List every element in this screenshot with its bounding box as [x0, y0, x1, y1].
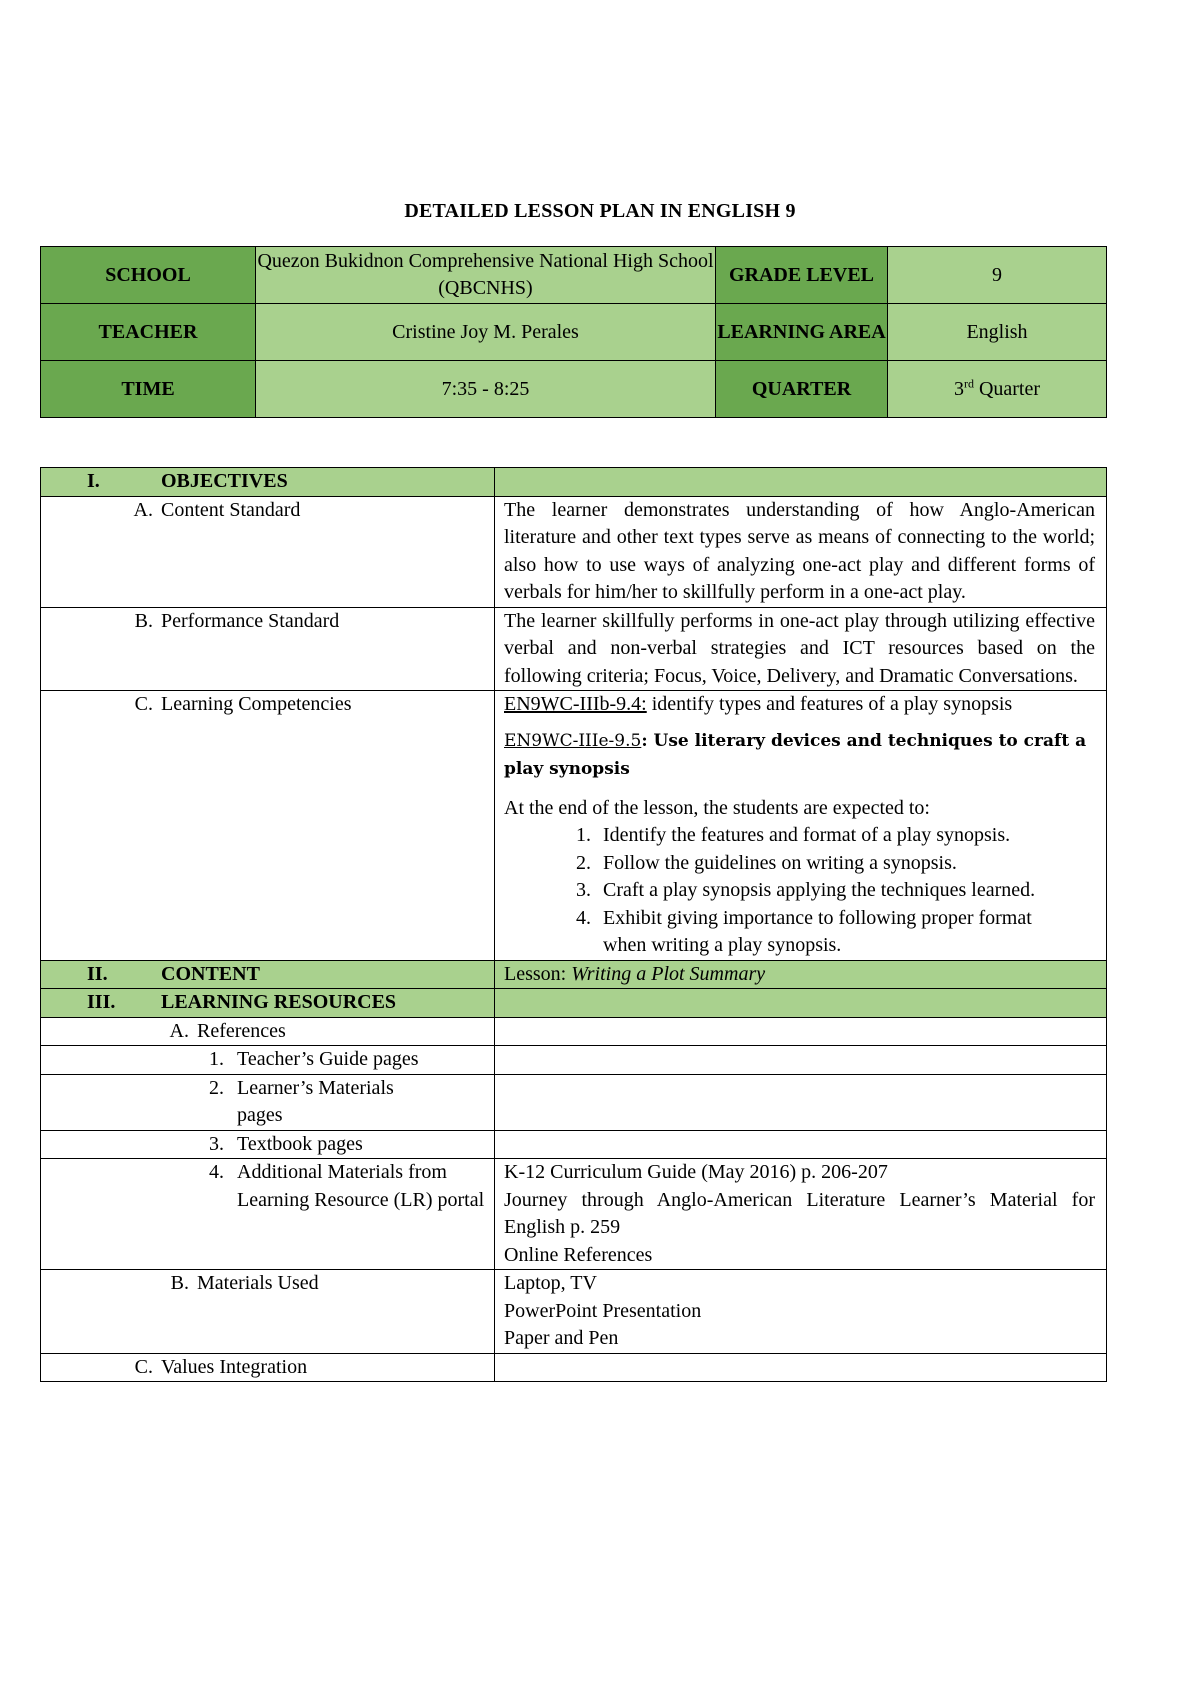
table-row [41, 1046, 1107, 1075]
content-heading: II. CONTENT [87, 962, 260, 985]
materials-list [495, 1270, 1106, 1353]
materials-used-row [41, 1270, 1107, 1354]
lesson-plan-table [40, 467, 1107, 1382]
teacher-value: Cristine Joy M. Perales [256, 304, 716, 361]
objectives-list [495, 822, 1106, 960]
list-item: 3. Craft a play synopsis applying the techniques learned. [576, 879, 1036, 901]
learning-competencies-row [41, 691, 1107, 961]
performance-standard-text: The learner skillfully performs in one-act play through utilizing effective verbal and non-verbal strategies and ICT resources based on the following criteria; Focus, Voice, Delivery, and Dramatic Conversations. [504, 609, 1095, 687]
table-row [41, 1130, 1107, 1159]
list-item: PowerPoint Presentation [504, 1299, 702, 1322]
list-item: 4. Exhibit giving importance to following proper format when writing a play synopsis. [576, 906, 1032, 956]
ref-item-additional-materials: 4. Additional Materials from Learning Resource (LR) portal [209, 1161, 485, 1211]
learning-area-label: LEARNING AREA [716, 304, 888, 361]
content-row [41, 960, 1107, 989]
learning-resources-heading: III. LEARNING RESOURCES [87, 991, 397, 1013]
time-value: 7:35 - 8:25 [256, 361, 716, 418]
header-row-school [41, 247, 1107, 304]
performance-standard-row [41, 607, 1107, 691]
objectives-intro: At the end of the lesson, the students are expected to: [504, 796, 930, 819]
content-standard-label: A. Content Standard [133, 498, 301, 521]
learning-area-value: English [888, 304, 1107, 361]
school-value: Quezon Bukidnon Comprehensive National High School (QBCNHS) [256, 247, 716, 304]
list-item: 2. Follow the guidelines on writing a synopsis. [576, 851, 957, 874]
table-row [41, 1159, 1107, 1270]
list-item: Laptop, TV [504, 1272, 597, 1294]
quarter-value [888, 361, 1107, 418]
objectives-row [41, 468, 1107, 497]
time-label: TIME [41, 361, 256, 418]
ref-item-learners-materials: 2. Learner’s Materials pages [209, 1076, 394, 1126]
page-title: DETAILED LESSON PLAN IN ENGLISH 9 [404, 200, 796, 222]
values-integration-label: C. Values Integration [134, 1355, 308, 1378]
list-item: 1. Identify the features and format of a play synopsis. [576, 824, 1011, 846]
teacher-label: TEACHER [41, 304, 256, 361]
school-label: SCHOOL [41, 247, 256, 304]
quarter-number: 3 [953, 377, 964, 400]
ref-item-teachers-guide: 1. Teacher’s Guide pages [209, 1048, 419, 1070]
materials-used-label: B. Materials Used [170, 1272, 319, 1294]
learning-competencies-label: C. Learning Competencies [134, 693, 352, 715]
competency-1: EN9WC-IIIb-9.4: identify types and features of a play synopsis [504, 693, 1013, 715]
values-integration-row [41, 1353, 1107, 1382]
list-item: Paper and Pen [504, 1327, 619, 1349]
header-table [40, 246, 1107, 418]
competency-2: EN9WC-IIIe-9.5: Use literary devices and techniques to craft a play synopsis [504, 730, 1087, 779]
references-row [41, 1017, 1107, 1046]
references-label: A. References [169, 1019, 286, 1042]
quarter-suffix: rd [963, 375, 974, 390]
lesson-title: Lesson: Writing a Plot Summary [504, 962, 766, 985]
quarter-word: Quarter [973, 377, 1041, 400]
grade-level-value: 9 [888, 247, 1107, 304]
header-row-time [41, 361, 1107, 418]
grade-level-label: GRADE LEVEL [716, 247, 888, 304]
header-row-teacher [41, 304, 1107, 361]
ref-item-textbook: 3. Textbook pages [209, 1132, 363, 1155]
additional-materials-text: K-12 Curriculum Guide (May 2016) p. 206-207 Journey through Anglo-American Literature Learner’s Material for English p. 259 Online References [504, 1161, 1095, 1266]
content-standard-text: The learner demonstrates understanding of how Anglo-American literature and other text types serve as means of connecting to the world; also how to use ways of analyzing one-act play and different forms of verbals for him/her to skillfully perform in a one-act play. [504, 498, 1095, 603]
content-standard-row [41, 496, 1107, 607]
quarter-label: QUARTER [716, 361, 888, 418]
performance-standard-label: B. Performance Standard [134, 609, 340, 632]
table-row [41, 1074, 1107, 1130]
learning-resources-row [41, 989, 1107, 1018]
objectives-heading: I. OBJECTIVES [87, 470, 288, 492]
